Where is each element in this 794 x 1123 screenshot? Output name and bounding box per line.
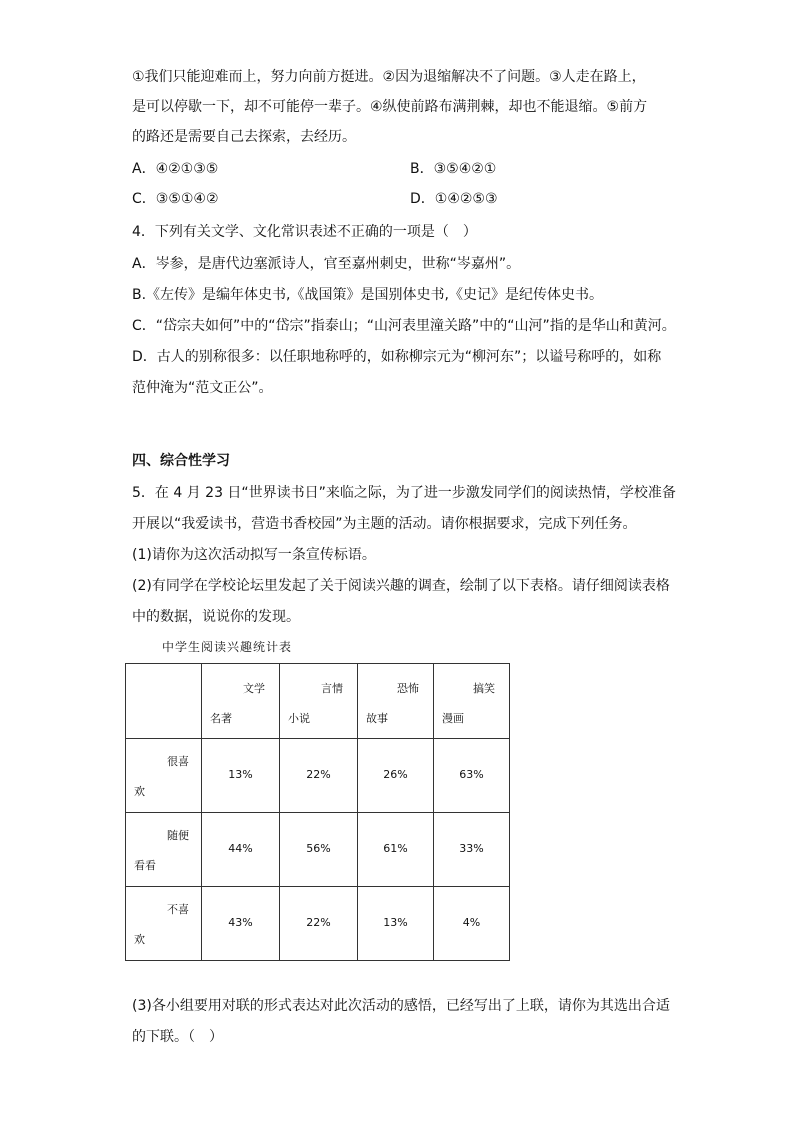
q4-option-a: A．岑参，是唐代边塞派诗人，官至嘉州刺史，世称“岑嘉州”。: [132, 256, 521, 272]
row-label-cell: [126, 887, 202, 961]
section-heading: 四、综合性学习: [132, 453, 230, 469]
q4-stem: 4．下列有关文学、文化常识表述不正确的一项是（ ）: [132, 224, 477, 240]
q5-sub-2-line-2: 中的数据，说说你的发现。: [132, 609, 300, 625]
percent-value: 63%: [459, 768, 484, 781]
table-header-cell: [434, 664, 510, 739]
column-label-bottom: 名著: [210, 712, 232, 725]
column-label-bottom: 漫画: [442, 712, 464, 725]
table-corner-cell: [126, 664, 202, 739]
q5-sub-3-line-1: (3)各小组要用对联的形式表达对此次活动的感悟，已经写出了上联，请你为其选出合适: [132, 998, 670, 1014]
table-cell: [434, 739, 510, 813]
percent-value: 56%: [306, 842, 331, 855]
table-row: [126, 739, 510, 813]
row-label-top: 随便: [167, 829, 189, 842]
column-label-top: 言情: [321, 682, 343, 695]
row-label-bottom: 欢: [134, 933, 145, 946]
table-row: [126, 813, 510, 887]
row-label-bottom: 欢: [134, 785, 145, 798]
row-label-cell: [126, 813, 202, 887]
table-cell: [434, 887, 510, 961]
q5-sub-3-line-2: 的下联。（ ）: [132, 1029, 223, 1045]
q5-sub-2-line-1: (2)有同学在学校论坛里发起了关于阅读兴趣的调查，绘制了以下表格。请仔细阅读表格: [132, 578, 670, 594]
row-label-top: 不喜: [167, 903, 189, 916]
column-label-top: 恐怖: [397, 682, 419, 695]
table-cell: [280, 887, 358, 961]
q3-option-c: C．③⑤①④②: [132, 191, 219, 207]
percent-value: 26%: [383, 768, 408, 781]
column-label-bottom: 故事: [366, 712, 388, 725]
q3-option-b: B．③⑤④②①: [410, 161, 497, 177]
percent-value: 22%: [306, 916, 331, 929]
table-cell: [280, 739, 358, 813]
table-cell: [202, 887, 280, 961]
percent-value: 44%: [228, 842, 253, 855]
row-label-top: 很喜: [167, 755, 189, 768]
row-label-bottom: 看看: [134, 859, 156, 872]
percent-value: 13%: [383, 916, 408, 929]
q4-option-d-line-2: 范仲淹为“范文正公”。: [132, 380, 273, 396]
row-label-cell: [126, 739, 202, 813]
q5-line-1: 5．在 4 月 23 日“世界读书日”来临之际，为了进一步激发同学们的阅读热情，学校准备: [132, 485, 676, 501]
table-cell: [434, 813, 510, 887]
q5-sub-1: (1)请你为这次活动拟写一条宣传标语。: [132, 547, 376, 563]
table-header-cell: [202, 664, 280, 739]
q4-option-d-line-1: D．古人的别称很多：以任职地称呼的，如称柳宗元为“柳河东”；以谥号称呼的，如称: [132, 349, 662, 365]
table-title: 中学生阅读兴趣统计表: [162, 640, 293, 654]
q3-option-a: A．④②①③⑤: [132, 161, 219, 177]
q3-option-d: D．①④②⑤③: [410, 191, 498, 207]
percent-value: 13%: [228, 768, 253, 781]
table-cell: [358, 887, 434, 961]
column-label-top: 文学: [243, 682, 265, 695]
reading-interest-table: [125, 663, 510, 961]
table-header-cell: [358, 664, 434, 739]
table-cell: [202, 739, 280, 813]
percent-value: 33%: [459, 842, 484, 855]
column-label-bottom: 小说: [288, 712, 310, 725]
q5-line-2: 开展以“我爱读书，营造书香校园”为主题的活动。请你根据要求，完成下列任务。: [132, 516, 637, 532]
table-header-cell: [280, 664, 358, 739]
table-cell: [358, 739, 434, 813]
q3-passage-line-3: 的路还是需要自己去探索，去经历。: [132, 129, 356, 145]
q4-option-c: C．“岱宗夫如何”中的“岱宗”指泰山；“山河表里潼关路”中的“山河”指的是华山和黄河。: [132, 318, 676, 334]
table-header-row: [126, 664, 510, 739]
table-row: [126, 887, 510, 961]
q3-passage-line-2: 是可以停歇一下，却不可能停一辈子。④纵使前路布满荆棘，却也不能退缩。⑤前方: [132, 99, 648, 115]
column-label-top: 搞笑: [473, 682, 495, 695]
percent-value: 4%: [462, 916, 481, 929]
percent-value: 61%: [383, 842, 408, 855]
percent-value: 43%: [228, 916, 253, 929]
q3-passage-line-1: ①我们只能迎难而上，努力向前方挺进。②因为退缩解决不了问题。③人走在路上，: [132, 69, 646, 85]
table-cell: [358, 813, 434, 887]
q4-option-b: B.《左传》是编年体史书,《战国策》是国别体史书,《史记》是纪传体史书。: [132, 287, 603, 303]
table-cell: [202, 813, 280, 887]
percent-value: 22%: [306, 768, 331, 781]
table-cell: [280, 813, 358, 887]
